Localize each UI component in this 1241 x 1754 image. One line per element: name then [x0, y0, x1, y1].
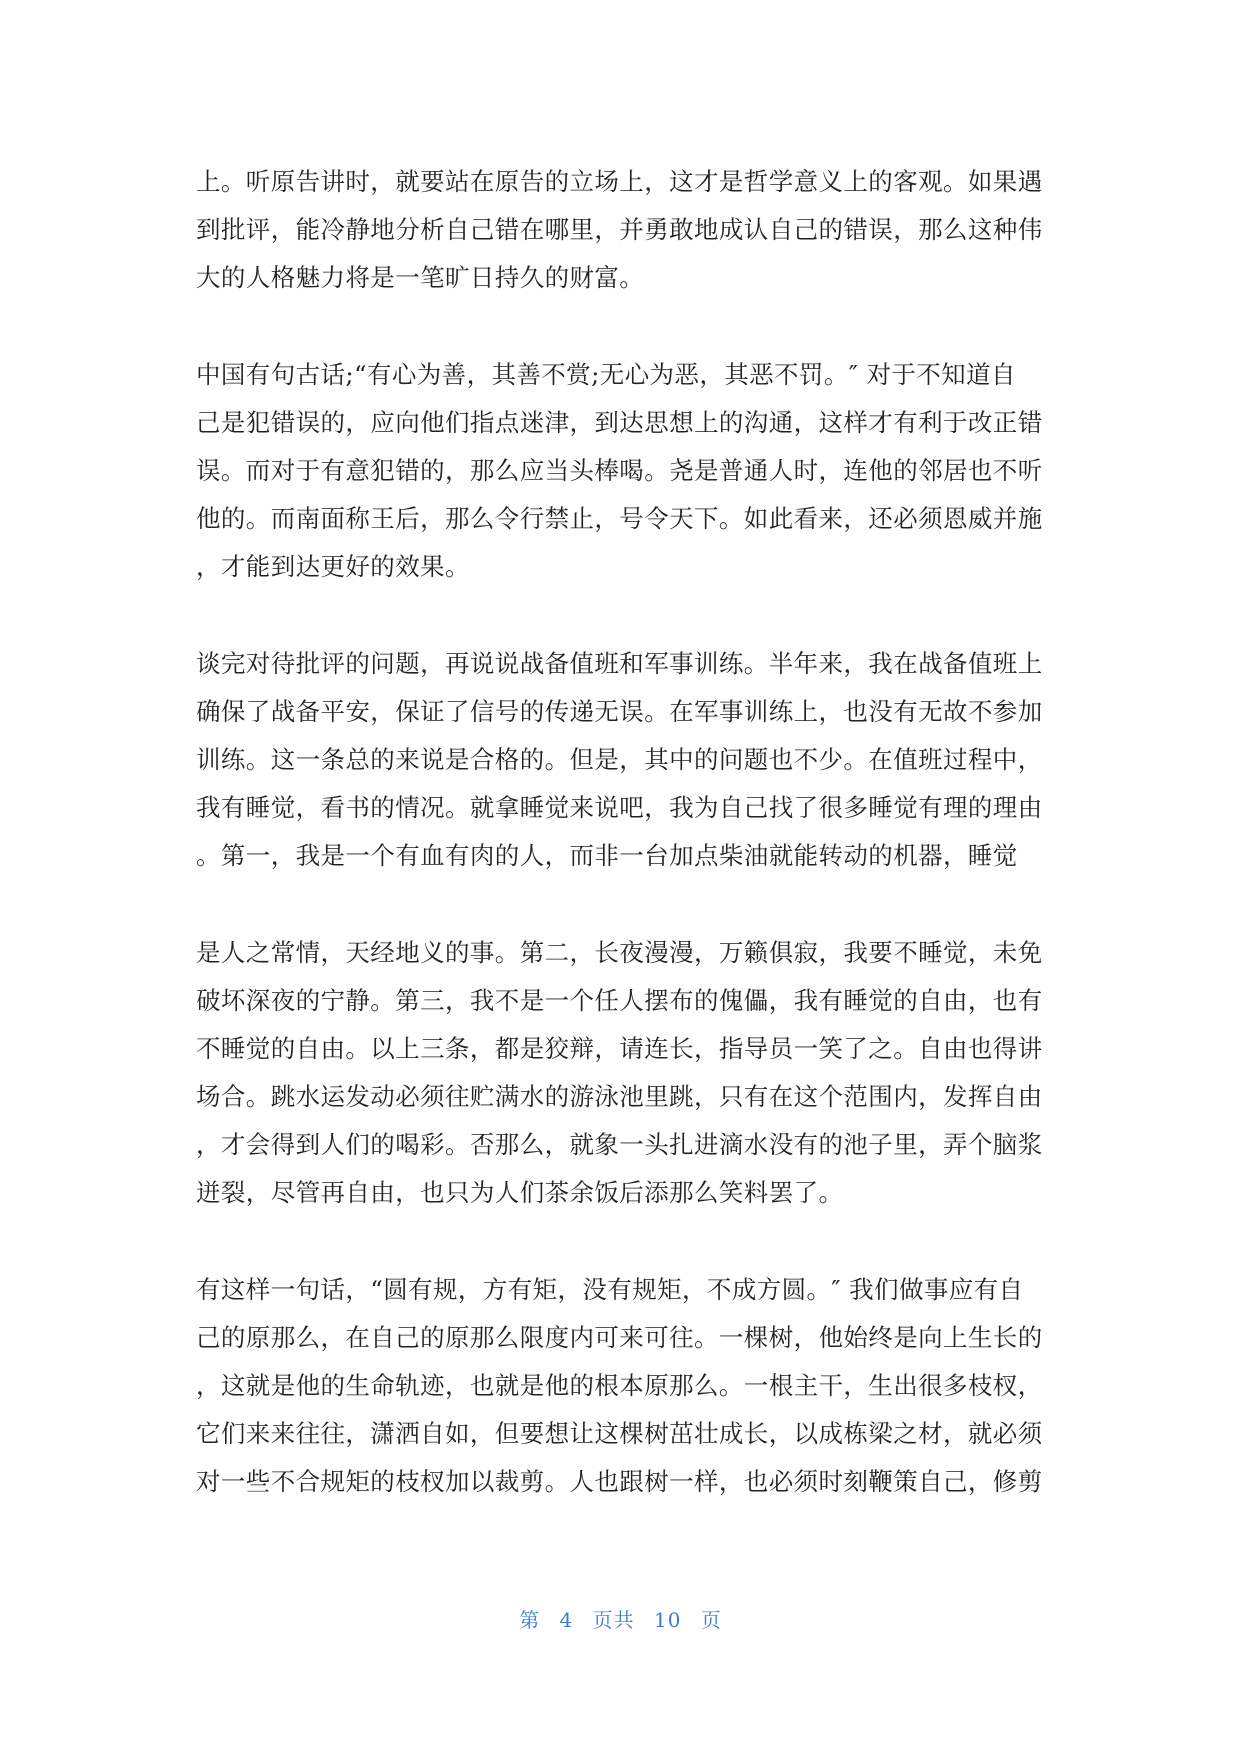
paragraph-gap [196, 302, 1056, 351]
total-page-count: 10 [654, 1608, 682, 1632]
text-line: 是人之常情，天经地义的事。第二，长夜漫漫，万籁俱寂，我要不睡觉，未免 [196, 938, 1043, 967]
text-line: 确保了战备平安，保证了信号的传递无误。在军事训练上，也没有无故不参加 [196, 697, 1043, 726]
text-line: ，才会得到人们的喝彩。否那么，就象一头扎进滴水没有的池子里，弄个脑浆 [196, 1130, 1043, 1159]
text-line: 他的。而南面称王后，那么令行禁止，号令天下。如此看来，还必须恩威并施 [196, 504, 1043, 533]
current-page-number: 4 [559, 1608, 574, 1632]
footer-prefix: 第 [519, 1608, 541, 1632]
text-line: 大的人格魅力将是一笔旷日持久的财富。 [196, 263, 645, 292]
text-line: 。第一，我是一个有血有肉的人，而非一台加点柴油就能转动的机器，睡觉 [196, 841, 1018, 870]
text-line: ，才能到达更好的效果。 [196, 552, 470, 581]
paragraph [196, 640, 1056, 880]
text-line: 破坏深夜的宁静。第三，我不是一个任人摆布的傀儡，我有睡觉的自由，也有 [196, 986, 1043, 1015]
text-line: 己的原那么，在自己的原那么限度内可来可往。一棵树，他始终是向上生长的 [196, 1323, 1043, 1352]
paragraph-gap [196, 1217, 1056, 1266]
text-line: 谈完对待批评的问题，再说说战备值班和军事训练。半年来，我在战备值班上 [196, 649, 1043, 678]
text-line: 到批评，能冷静地分析自己错在哪里，并勇敢地成认自己的错误，那么这种伟 [196, 215, 1043, 244]
paragraph [196, 158, 1056, 302]
text-line: 己是犯错误的，应向他们指点迷津，到达思想上的沟通，这样才有利于改正错 [196, 408, 1043, 437]
text-line: 对一些不合规矩的枝杈加以裁剪。人也跟树一样，也必须时刻鞭策自己，修剪 [196, 1467, 1043, 1496]
text-line: 不睡觉的自由。以上三条，都是狡辩，请连长，指导员一笑了之。自由也得讲 [196, 1034, 1043, 1063]
paragraph [196, 929, 1056, 1217]
document-body [196, 158, 1056, 1506]
page-number-footer [0, 1604, 1241, 1633]
text-line: 误。而对于有意犯错的，那么应当头棒喝。尧是普通人时，连他的邻居也不听 [196, 456, 1043, 485]
text-line: 中国有句古话;“有心为善，其善不赏;无心为恶，其恶不罚。″ 对于不知道自 [196, 360, 1016, 389]
text-line: 有这样一句话，“圆有规，方有矩，没有规矩，不成方圆。″ 我们做事应有自 [196, 1275, 1024, 1304]
text-line: 它们来来往往，潇洒自如，但要想让这棵树茁壮成长，以成栋梁之材，就必须 [196, 1419, 1043, 1448]
text-line: 迸裂，尽管再自由，也只为人们茶余饭后添那么笑料罢了。 [196, 1178, 844, 1207]
paragraph-gap [196, 880, 1056, 929]
text-line: 场合。跳水运发动必须往贮满水的游泳池里跳，只有在这个范围内，发挥自由 [196, 1082, 1043, 1111]
text-line: 我有睡觉，看书的情况。就拿睡觉来说吧，我为自己找了很多睡觉有理的理由 [196, 793, 1043, 822]
paragraph-gap [196, 591, 1056, 640]
footer-suffix: 页 [700, 1608, 722, 1632]
footer-middle: 页共 [592, 1608, 635, 1632]
paragraph [196, 351, 1056, 591]
text-line: 上。听原告讲时，就要站在原告的立场上，这才是哲学意义上的客观。如果遇 [196, 167, 1043, 196]
text-line: 训练。这一条总的来说是合格的。但是，其中的问题也不少。在值班过程中， [196, 745, 1043, 774]
paragraph [196, 1266, 1056, 1506]
text-line: ，这就是他的生命轨迹，也就是他的根本原那么。一根主干，生出很多枝杈， [196, 1371, 1043, 1400]
